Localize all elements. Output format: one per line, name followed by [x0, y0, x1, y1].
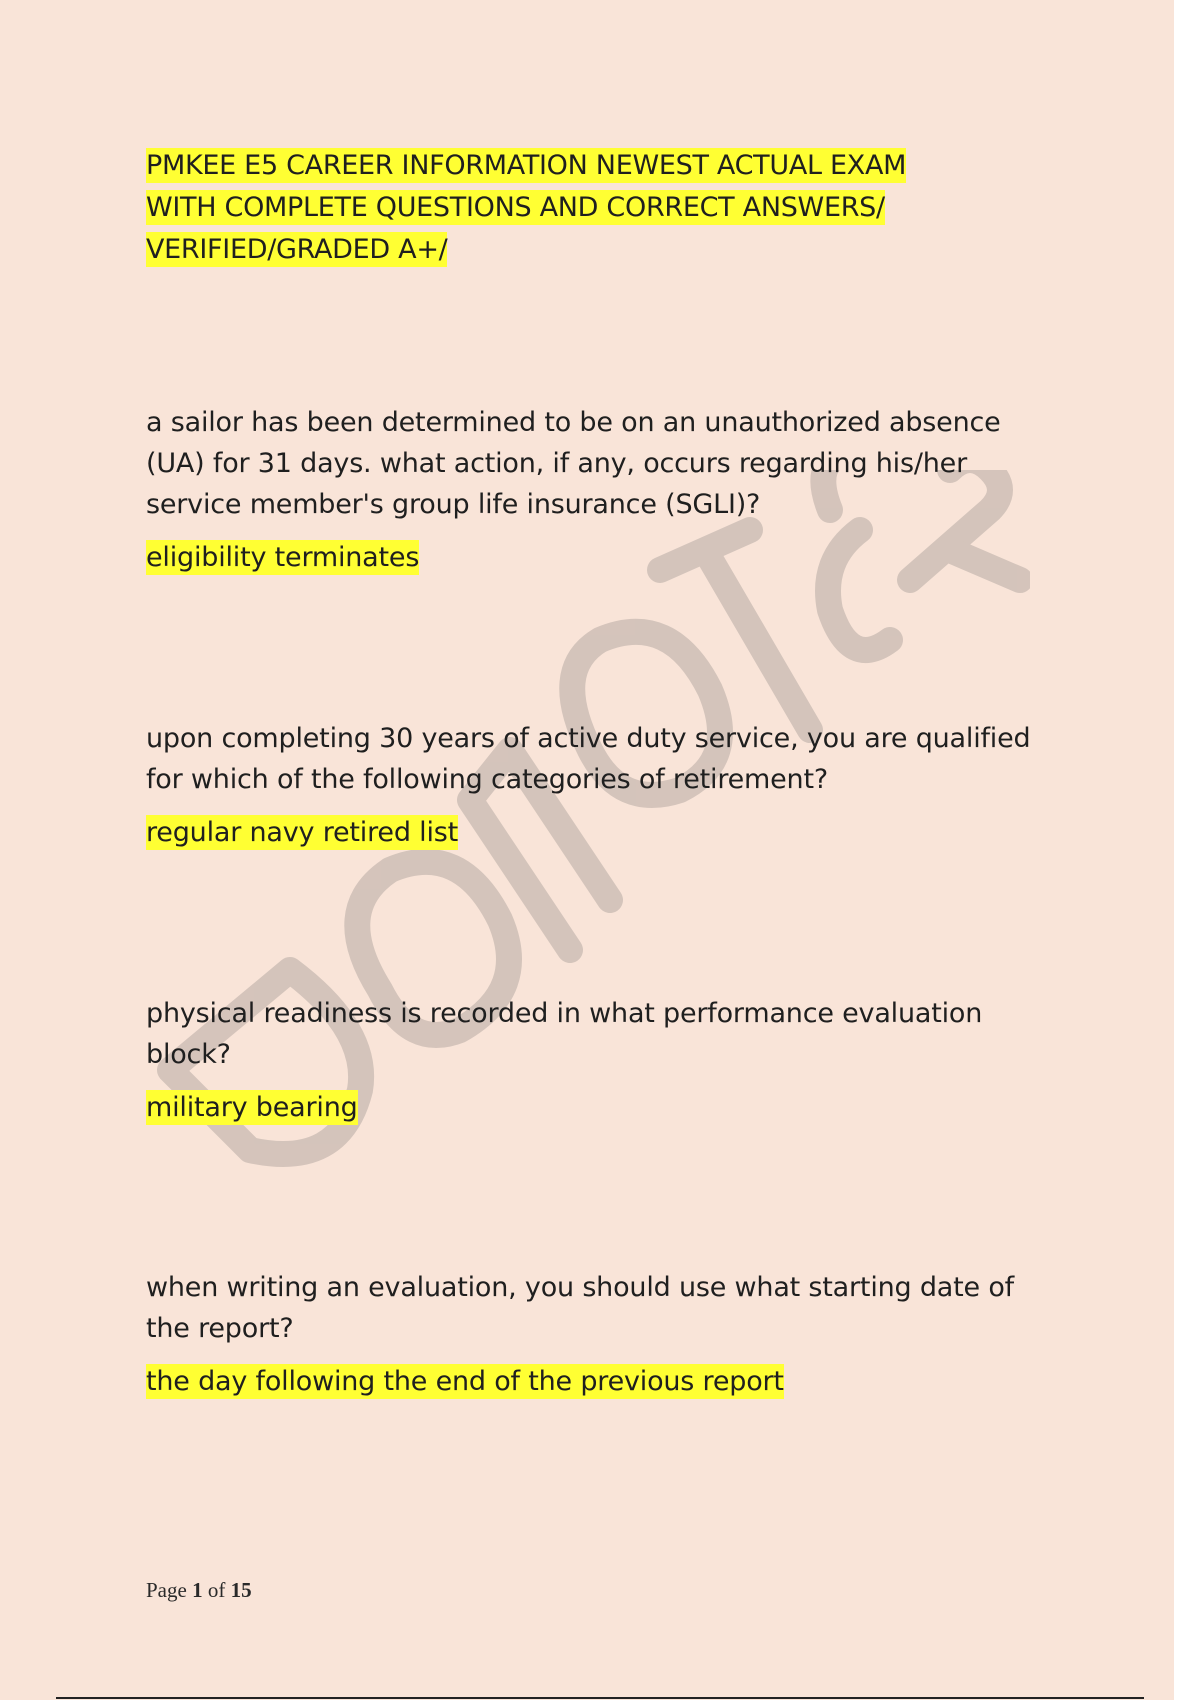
answer-highlight: [146, 1361, 1066, 1403]
answer-text: eligibility terminates: [146, 542, 420, 573]
answer-text: regular navy retired list: [146, 817, 458, 848]
qa-item: [146, 718, 1066, 854]
question-text: physical readiness is recorded in what performance evaluation block?: [146, 998, 983, 1070]
of-word: of: [207, 1578, 226, 1602]
qa-item: [146, 993, 1066, 1129]
document-title: [146, 145, 1046, 271]
answer-highlight: [146, 812, 1066, 854]
answer-highlight: [146, 1087, 1066, 1129]
title-line-3: VERIFIED/GRADED A+/: [146, 234, 448, 265]
question-text: a sailor has been determined to be on an unauthorized absence (UA) for 31 days. what action, if any, occurs regarding his/her service member's group life insurance (SGLI)?: [146, 407, 1001, 520]
page-total: 15: [230, 1578, 252, 1602]
question-text: upon completing 30 years of active duty service, you are qualified for which of the following categories of retirement?: [146, 723, 1031, 795]
title-line-1: PMKEE E5 CAREER INFORMATION NEWEST ACTUAL EXAM: [146, 150, 907, 181]
page-bottom-divider: [56, 1697, 1144, 1699]
page-number-footer: [146, 1578, 252, 1603]
answer-text: military bearing: [146, 1092, 358, 1123]
page-current: 1: [192, 1578, 203, 1602]
qa-item: [146, 402, 1066, 579]
page-word: Page: [146, 1578, 187, 1602]
title-line-2: WITH COMPLETE QUESTIONS AND CORRECT ANSWERS/: [146, 192, 885, 223]
answer-highlight: [146, 537, 1066, 579]
answer-text: the day following the end of the previous report: [146, 1366, 784, 1397]
qa-item: [146, 1267, 1066, 1403]
question-text: when writing an evaluation, you should use what starting date of the report?: [146, 1272, 1014, 1344]
